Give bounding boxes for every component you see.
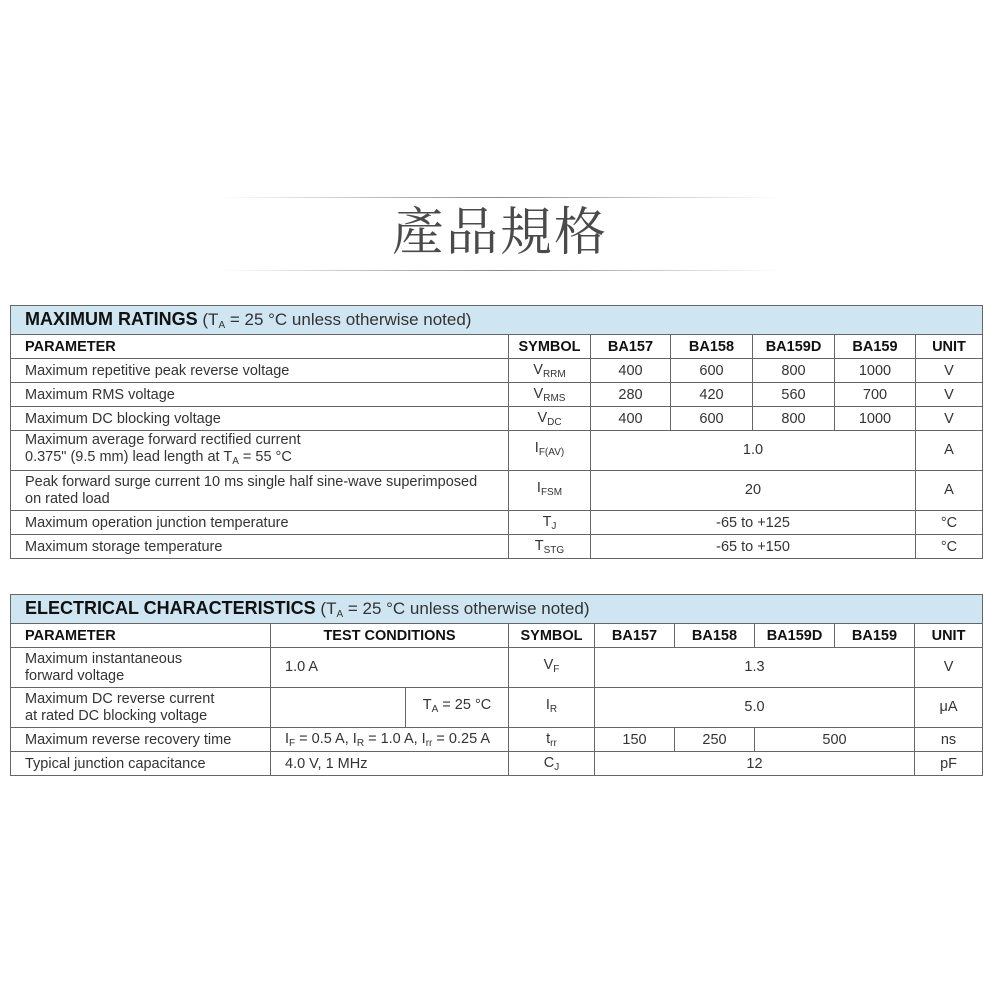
- table-row: [11, 728, 983, 752]
- page-title: 產品規格: [391, 203, 608, 263]
- test-condition-cell: $I_F = 0.5$ A, $I_R = 1.0$ A, $I_{rr} = 0.25$ A: [271, 728, 509, 752]
- value-cell: 700: [835, 383, 916, 407]
- value-cell: 20: [591, 471, 916, 511]
- parameter-cell: Maximum storage temperature: [11, 535, 509, 559]
- parameter-cell: Maximum operation junction temperature: [11, 511, 509, 535]
- unit-cell: °C: [916, 535, 983, 559]
- table-row: [11, 471, 983, 511]
- table-row: [11, 383, 983, 407]
- header-ba159: BA159: [835, 624, 915, 648]
- value-cell: 600: [671, 407, 753, 431]
- header-test-conditions: TEST CONDITIONS: [271, 624, 509, 648]
- unit-cell: A: [916, 471, 983, 511]
- parameter-cell: Maximum RMS voltage: [11, 383, 509, 407]
- value-cell: 150: [595, 728, 675, 752]
- parameter-cell: Maximum repetitive peak reverse voltage: [11, 359, 509, 383]
- page-title-block: [220, 195, 780, 273]
- test-condition-cell: 4.0 V, 1 MHz: [271, 752, 509, 776]
- value-cell: -65 to +125: [591, 511, 916, 535]
- unit-cell: V: [915, 648, 983, 688]
- table-row: [11, 752, 983, 776]
- symbol-cell: $V_{RMS}$: [509, 383, 591, 407]
- header-symbol: SYMBOL: [509, 624, 595, 648]
- header-parameter: PARAMETER: [11, 335, 509, 359]
- table-row: [11, 535, 983, 559]
- header-ba159d: BA159D: [755, 624, 835, 648]
- header-ba157: BA157: [595, 624, 675, 648]
- unit-cell: °C: [916, 511, 983, 535]
- symbol-cell: $T_{STG}$: [509, 535, 591, 559]
- header-ba157: BA157: [591, 335, 671, 359]
- unit-cell: A: [916, 431, 983, 471]
- value-cell: 800: [753, 407, 835, 431]
- value-cell: 280: [591, 383, 671, 407]
- value-cell: 400: [591, 407, 671, 431]
- symbol-cell: $I_R$: [509, 688, 595, 728]
- header-ba159: BA159: [835, 335, 916, 359]
- value-cell: 500: [755, 728, 915, 752]
- header-parameter: PARAMETER: [11, 624, 271, 648]
- header-row: [11, 624, 983, 648]
- parameter-cell: Maximum instantaneous forward voltage: [11, 648, 271, 688]
- symbol-cell: $I_{FSM}$: [509, 471, 591, 511]
- header-ba158: BA158: [675, 624, 755, 648]
- unit-cell: μA: [915, 688, 983, 728]
- table-row: [11, 359, 983, 383]
- table-row: [11, 648, 983, 688]
- table-row: [11, 407, 983, 431]
- parameter-cell: Maximum average forward rectified current 0.375" (9.5 mm) lead length at $T_A = 55$ °C: [11, 431, 509, 471]
- symbol-cell: $I_{F(AV)}$: [509, 431, 591, 471]
- symbol-cell: $C_J$: [509, 752, 595, 776]
- table-title-band: [11, 306, 983, 335]
- title-divider-bottom: [220, 270, 780, 271]
- parameter-cell: Maximum DC reverse current at rated DC blocking voltage: [11, 688, 271, 728]
- value-cell: 800: [753, 359, 835, 383]
- value-cell: 1.3: [595, 648, 915, 688]
- symbol-cell: $V_F$: [509, 648, 595, 688]
- value-cell: 560: [753, 383, 835, 407]
- header-unit: UNIT: [916, 335, 983, 359]
- header-row: [11, 335, 983, 359]
- test-condition-cell: [271, 688, 406, 728]
- symbol-cell: $V_{RRM}$: [509, 359, 591, 383]
- title-divider-top: [220, 197, 780, 198]
- table-row: [11, 431, 983, 471]
- table-row: [11, 511, 983, 535]
- table-title: ELECTRICAL CHARACTERISTICS ($T_A = 25$ °C unless otherwise noted): [11, 595, 983, 624]
- symbol-cell: $t_{rr}$: [509, 728, 595, 752]
- header-ba158: BA158: [671, 335, 753, 359]
- unit-cell: ns: [915, 728, 983, 752]
- unit-cell: V: [916, 383, 983, 407]
- value-cell: 1.0: [591, 431, 916, 471]
- table-row: [11, 688, 983, 728]
- value-cell: 250: [675, 728, 755, 752]
- value-cell: 400: [591, 359, 671, 383]
- value-cell: 420: [671, 383, 753, 407]
- symbol-cell: $T_J$: [509, 511, 591, 535]
- test-condition-cell: 1.0 A: [271, 648, 509, 688]
- parameter-cell: Maximum reverse recovery time: [11, 728, 271, 752]
- value-cell: -65 to +150: [591, 535, 916, 559]
- parameter-cell: Peak forward surge current 10 ms single half sine-wave superimposed on rated load: [11, 471, 509, 511]
- table-title-band: [11, 595, 983, 624]
- unit-cell: V: [916, 359, 983, 383]
- electrical-characteristics-table: [10, 594, 983, 776]
- value-cell: 12: [595, 752, 915, 776]
- value-cell: 1000: [835, 359, 916, 383]
- header-ba159d: BA159D: [753, 335, 835, 359]
- maximum-ratings-table: [10, 305, 983, 559]
- parameter-cell: Typical junction capacitance: [11, 752, 271, 776]
- symbol-cell: $V_{DC}$: [509, 407, 591, 431]
- header-unit: UNIT: [915, 624, 983, 648]
- unit-cell: pF: [915, 752, 983, 776]
- header-symbol: SYMBOL: [509, 335, 591, 359]
- value-cell: 600: [671, 359, 753, 383]
- parameter-cell: Maximum DC blocking voltage: [11, 407, 509, 431]
- test-condition-cell: $T_A = 25$ °C: [406, 688, 509, 728]
- table-title: MAXIMUM RATINGS ($T_A = 25$ °C unless otherwise noted): [11, 306, 983, 335]
- unit-cell: V: [916, 407, 983, 431]
- value-cell: 1000: [835, 407, 916, 431]
- value-cell: 5.0: [595, 688, 915, 728]
